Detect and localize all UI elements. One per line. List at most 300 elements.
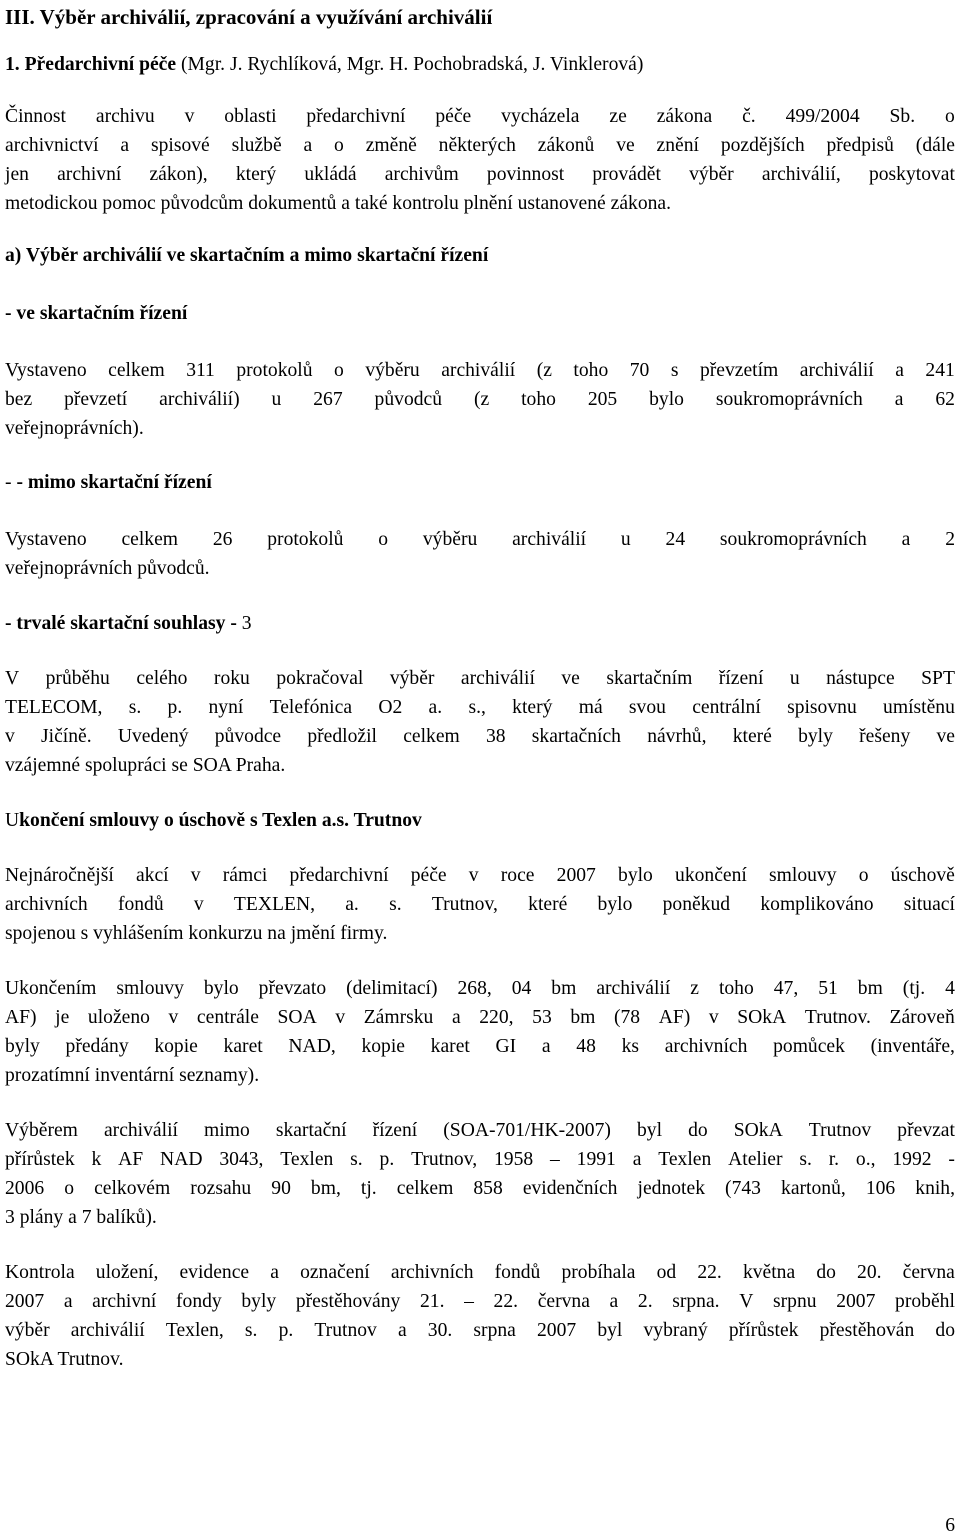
word: poskytovat xyxy=(868,164,955,185)
word: návrhů, xyxy=(647,726,707,747)
word: byly xyxy=(798,726,833,747)
word: Atelier xyxy=(728,1149,783,1170)
word: (tj. xyxy=(902,978,926,999)
word: převzetím xyxy=(699,360,779,381)
word: 499/2004 xyxy=(785,106,860,127)
word: s., xyxy=(468,697,486,718)
word: o xyxy=(378,529,389,550)
word: června xyxy=(537,1291,590,1312)
word: některých xyxy=(438,135,516,156)
word: 858 xyxy=(473,1178,503,1199)
word: toho xyxy=(573,360,609,381)
word: srpna xyxy=(473,1320,516,1341)
word: celkem xyxy=(108,360,165,381)
word: O2 xyxy=(378,697,403,718)
word: SOkA xyxy=(737,1007,787,1028)
word: s. xyxy=(389,894,402,915)
word: Jičíně. xyxy=(41,726,92,747)
word: 241 xyxy=(925,360,955,381)
word: Zámrsku xyxy=(363,1007,434,1028)
word: Trutnov xyxy=(808,1120,872,1141)
word: u xyxy=(789,668,800,689)
word: a. xyxy=(428,697,443,718)
word: komplikováno xyxy=(760,894,874,915)
word: archiválií xyxy=(441,360,516,381)
mimo-skartacni-line xyxy=(5,525,955,554)
word: 38 xyxy=(485,726,506,747)
paragraph-line xyxy=(5,974,955,1003)
word: ze xyxy=(609,106,627,127)
word: centrální xyxy=(692,697,761,718)
word: 3043, xyxy=(219,1149,264,1170)
ukonceni-title-first: U xyxy=(5,810,20,831)
paragraph-line xyxy=(5,1287,955,1316)
word: proběhl xyxy=(895,1291,955,1312)
ve-skartacnim-paragraph xyxy=(5,356,955,443)
word: archivům xyxy=(384,164,459,185)
word: 267 xyxy=(313,389,343,410)
word: soukromoprávních xyxy=(719,529,867,550)
word: z xyxy=(690,978,699,999)
word: o xyxy=(334,360,344,381)
word: a xyxy=(303,135,313,156)
intro-line xyxy=(5,131,955,160)
word: bez xyxy=(5,389,33,410)
word: Trutnov xyxy=(314,1320,377,1341)
word: výběr xyxy=(689,164,734,185)
word: převzetí xyxy=(64,389,128,410)
word: 04 xyxy=(511,978,532,999)
word: předložil xyxy=(307,726,377,747)
ve-skartacnim-line xyxy=(5,356,955,385)
word: je xyxy=(55,1007,70,1028)
word: uložení, xyxy=(95,1262,159,1283)
word: smlouvy xyxy=(769,865,837,886)
word: celkem xyxy=(121,529,179,550)
word: má xyxy=(578,697,603,718)
word: 205 xyxy=(587,389,618,410)
word: Kontrola xyxy=(5,1262,75,1283)
word: karet xyxy=(223,1036,263,1057)
word: 2. xyxy=(637,1291,653,1312)
word: poněkud xyxy=(662,894,731,915)
paragraph-line xyxy=(5,1258,955,1287)
word: a xyxy=(397,1320,407,1341)
word: o xyxy=(334,135,344,156)
word: výběru xyxy=(365,360,420,381)
word: výběr xyxy=(389,668,435,689)
intro-line: metodickou pomoc původcům dokumentů a také kontrolu plnění ustanovené zákona. xyxy=(5,193,672,214)
word: Nejnáročnější xyxy=(5,865,114,886)
word: tj. xyxy=(360,1178,377,1199)
word: 62 xyxy=(935,389,955,410)
section-title-bold: 1. Předarchivní péče xyxy=(5,54,177,75)
word: (dále xyxy=(915,135,955,156)
word: (z xyxy=(473,389,490,410)
word: znění xyxy=(656,135,699,156)
word: u xyxy=(271,389,282,410)
word: povinnost xyxy=(486,164,565,185)
word: umístěnu xyxy=(883,697,955,718)
word: k xyxy=(91,1149,102,1170)
word: byl xyxy=(597,1320,623,1341)
word: péče xyxy=(410,865,447,886)
word: ve xyxy=(561,668,580,689)
word: fondy xyxy=(176,1291,222,1312)
word: protokolů xyxy=(236,360,313,381)
word: – xyxy=(550,1149,560,1170)
word: Texlen xyxy=(280,1149,334,1170)
word: skartační xyxy=(275,1120,347,1141)
paragraph-2 xyxy=(5,974,955,1090)
word: Vystaveno xyxy=(5,529,87,550)
word: 1958 xyxy=(493,1149,534,1170)
prubeh-paragraph xyxy=(5,664,955,780)
word: u xyxy=(620,529,631,550)
trvale-souhlasy-title xyxy=(5,609,955,638)
word: o., xyxy=(855,1149,876,1170)
word: a xyxy=(120,135,130,156)
word: toho xyxy=(718,978,754,999)
word: Trutnov, xyxy=(431,894,498,915)
word: a xyxy=(895,360,904,381)
word: bm xyxy=(551,978,577,999)
word: oblasti xyxy=(224,106,277,127)
word: archivní xyxy=(92,1291,157,1312)
word: probíhala xyxy=(561,1262,636,1283)
chapter-heading: III. Výběr archiválií, zpracování a využívání archiválií xyxy=(5,5,493,29)
paragraph-line xyxy=(5,890,955,919)
word: archiválií xyxy=(103,1120,178,1141)
document-page xyxy=(5,2,955,1374)
word: zákona xyxy=(656,106,713,127)
word: fondů xyxy=(117,894,164,915)
word: akcí xyxy=(135,865,169,886)
word: celkem xyxy=(396,1178,454,1199)
word: NAD, xyxy=(288,1036,336,1057)
word: situací xyxy=(903,894,955,915)
word: AF) xyxy=(658,1007,691,1028)
word: bm xyxy=(857,978,883,999)
word: uloženo xyxy=(87,1007,150,1028)
word: přestěhován xyxy=(819,1320,915,1341)
word: pokračoval xyxy=(276,668,364,689)
word: 90 xyxy=(271,1178,291,1199)
word: ukončení xyxy=(675,865,747,886)
word: 20. xyxy=(857,1262,882,1283)
word: pozdějších xyxy=(720,135,805,156)
word: archivních xyxy=(390,1262,474,1283)
word: a xyxy=(901,529,911,550)
word: v xyxy=(335,1007,346,1028)
word: bm xyxy=(570,1007,596,1028)
word: přírůstek xyxy=(5,1149,75,1170)
word: smlouvy xyxy=(116,978,184,999)
word: řízení xyxy=(718,668,764,689)
word: 268, xyxy=(457,978,492,999)
word: (z xyxy=(536,360,552,381)
word: srpna. xyxy=(672,1291,720,1312)
word: evidence xyxy=(179,1262,250,1283)
word: 2007 xyxy=(537,1320,577,1341)
word: péče xyxy=(435,106,472,127)
word: soukromoprávních xyxy=(715,389,863,410)
word: 21. xyxy=(419,1291,445,1312)
prubeh-line: vzájemné spolupráci se SOA Praha. xyxy=(5,755,286,776)
word: provádět xyxy=(592,164,661,185)
paragraph-1 xyxy=(5,861,955,948)
word: Texlen, xyxy=(165,1320,224,1341)
word: Telefónica xyxy=(269,697,353,718)
word: Činnost xyxy=(5,106,66,127)
word: kopie xyxy=(361,1036,405,1057)
word: vycházela xyxy=(501,106,580,127)
word: bm, xyxy=(310,1178,341,1199)
word: s. xyxy=(244,1320,258,1341)
word: kartonů, xyxy=(781,1178,846,1199)
word: archiválií xyxy=(512,529,587,550)
paragraph-3 xyxy=(5,1116,955,1232)
word: Ukončením xyxy=(5,978,97,999)
paragraph-line xyxy=(5,1316,955,1345)
word: SOA xyxy=(277,1007,317,1028)
word: výběru xyxy=(422,529,478,550)
word: 22. xyxy=(697,1262,722,1283)
word: ukládá xyxy=(304,164,357,185)
word: (78 xyxy=(613,1007,641,1028)
word: 220, xyxy=(479,1007,514,1028)
word: centrále xyxy=(196,1007,259,1028)
word: s. xyxy=(128,697,142,718)
paragraph-line: spojenou s vyhlášením konkurzu na jmění firmy. xyxy=(5,923,388,944)
word: předarchivní xyxy=(306,106,406,127)
word: a xyxy=(63,1291,73,1312)
word: nástupce xyxy=(826,668,895,689)
word: archiválií) xyxy=(159,389,240,410)
word: o xyxy=(858,865,869,886)
word: (SOA-701/HK-2007) xyxy=(443,1120,611,1141)
word: NAD xyxy=(160,1149,203,1170)
trvale-souhlasy-bold: - trvalé skartační souhlasy - xyxy=(5,613,237,634)
word: archivních xyxy=(664,1036,748,1057)
word: 2007 xyxy=(5,1291,45,1312)
word: fondů xyxy=(494,1262,541,1283)
word: 70 xyxy=(629,360,650,381)
trvale-souhlasy-count: 3 xyxy=(236,613,252,634)
word: bylo xyxy=(649,389,684,410)
mimo-skartacni-line: veřejnoprávních původců. xyxy=(5,558,210,579)
section-title-authors: (Mgr. J. Rychlíková, Mgr. H. Pochobradská, J. Vinklerová) xyxy=(176,54,644,75)
word: který xyxy=(512,697,553,718)
word: byly xyxy=(5,1036,40,1057)
intro-paragraph xyxy=(5,102,955,218)
word: pomůcek xyxy=(773,1036,845,1057)
word: 30. xyxy=(427,1320,453,1341)
word: výběr xyxy=(5,1320,50,1341)
word: a xyxy=(451,1007,461,1028)
word: rozsahu xyxy=(190,1178,252,1199)
word: Trutnov. xyxy=(804,1007,871,1028)
word: v xyxy=(190,865,201,886)
word: kopie xyxy=(154,1036,198,1057)
word: přírůstek xyxy=(728,1320,799,1341)
word: byl xyxy=(636,1120,663,1141)
word: průběhu xyxy=(45,668,110,689)
paragraph-line xyxy=(5,1003,955,1032)
word: předarchivní xyxy=(289,865,389,886)
word: změně xyxy=(365,135,417,156)
word: rámci xyxy=(222,865,268,886)
prubeh-line xyxy=(5,722,955,751)
word: 53 xyxy=(532,1007,552,1028)
word: 2 xyxy=(945,529,955,550)
word: 2006 xyxy=(5,1178,45,1199)
word: do xyxy=(816,1262,836,1283)
word: p. xyxy=(278,1320,294,1341)
word: bylo xyxy=(597,894,633,915)
page-number: 6 xyxy=(945,1515,955,1536)
word: archivní xyxy=(57,164,122,185)
paragraph-line xyxy=(5,1145,955,1174)
paragraph-line xyxy=(5,1032,955,1061)
mimo-skartacni-title-text: - mimo skartační řízení xyxy=(16,472,212,493)
word: v xyxy=(468,865,479,886)
word: v xyxy=(168,1007,179,1028)
intro-line xyxy=(5,160,955,189)
word: a. xyxy=(345,894,359,915)
word: Sb. xyxy=(889,106,916,127)
word: s xyxy=(670,360,679,381)
word: V xyxy=(739,1291,754,1312)
word: označení xyxy=(300,1262,370,1283)
word: archivních xyxy=(5,894,88,915)
word: – xyxy=(464,1291,474,1312)
word: jen xyxy=(5,164,29,185)
paragraph-line xyxy=(5,861,955,890)
ve-skartacnim-line xyxy=(5,385,955,414)
word: od xyxy=(656,1262,677,1283)
word: v xyxy=(184,106,195,127)
word: a xyxy=(541,1036,551,1057)
word: skartačním xyxy=(606,668,693,689)
word: do xyxy=(688,1120,708,1141)
paragraph-line xyxy=(5,1174,955,1203)
word: který xyxy=(235,164,277,185)
ve-skartacnim-title: - ve skartačním řízení xyxy=(5,303,188,324)
word: předány xyxy=(65,1036,129,1057)
word: v xyxy=(193,894,204,915)
word: skartačních xyxy=(531,726,621,747)
word: archiválií xyxy=(799,360,874,381)
word: 26 xyxy=(212,529,233,550)
word: původců xyxy=(374,389,443,410)
word: května xyxy=(742,1262,796,1283)
word: archiválií xyxy=(596,978,671,999)
word: srpnu xyxy=(773,1291,817,1312)
ve-skartacnim-line: veřejnoprávních). xyxy=(5,418,144,439)
paragraph-line: 3 plány a 7 balíků). xyxy=(5,1207,157,1228)
word: o xyxy=(64,1178,75,1199)
word: přestěhovány xyxy=(295,1291,401,1312)
word: archiválií xyxy=(70,1320,145,1341)
word: s. xyxy=(799,1149,812,1170)
word: bylo xyxy=(618,865,653,886)
word: které xyxy=(528,894,568,915)
word: června xyxy=(902,1262,955,1283)
word: a xyxy=(632,1149,642,1170)
word: nyní xyxy=(208,697,244,718)
word: a xyxy=(609,1291,619,1312)
word: původce xyxy=(214,726,282,747)
word: které xyxy=(732,726,772,747)
word: o xyxy=(945,106,955,127)
word: (delimitací) xyxy=(346,978,438,999)
subsection-a-title: a) Výběr archiválií ve skartačním a mimo skartační řízení xyxy=(5,245,489,266)
word: 47, xyxy=(773,978,799,999)
word: ks xyxy=(621,1036,640,1057)
word: celkovém xyxy=(94,1178,171,1199)
word: zákonů xyxy=(537,135,595,156)
word: SPT xyxy=(921,668,955,689)
word: byly xyxy=(241,1291,277,1312)
word: archivu xyxy=(95,106,155,127)
word: r. xyxy=(828,1149,840,1170)
word: 106 xyxy=(865,1178,896,1199)
word: ve xyxy=(936,726,955,747)
word: Uvedený xyxy=(117,726,189,747)
word: spisovnu xyxy=(787,697,857,718)
word: archivnictví xyxy=(5,135,99,156)
word: AF xyxy=(118,1149,144,1170)
word: 1992 xyxy=(892,1149,932,1170)
word: s. xyxy=(350,1149,363,1170)
word: roku xyxy=(213,668,250,689)
word: GI xyxy=(495,1036,517,1057)
mimo-skartacni-title xyxy=(5,468,955,497)
word: a xyxy=(270,1262,279,1283)
word: V xyxy=(5,668,20,689)
word: službě xyxy=(231,135,282,156)
word: evidenčních xyxy=(522,1178,618,1199)
word: zákon), xyxy=(149,164,208,185)
word: knih, xyxy=(915,1178,955,1199)
word: archiválií, xyxy=(761,164,841,185)
paragraph-4 xyxy=(5,1258,955,1374)
intro-line xyxy=(5,102,955,131)
section-title xyxy=(5,50,955,79)
word: Trutnov, xyxy=(411,1149,478,1170)
word: a xyxy=(894,389,904,410)
word: 1991 xyxy=(576,1149,616,1170)
word: TEXLEN, xyxy=(233,894,315,915)
word: 22. xyxy=(493,1291,519,1312)
word: p. xyxy=(167,697,183,718)
word: protokolů xyxy=(267,529,344,550)
word: roce xyxy=(500,865,535,886)
word: celého xyxy=(136,668,188,689)
paragraph-line: prozatímní inventární seznamy). xyxy=(5,1065,260,1086)
word: převzato xyxy=(258,978,327,999)
word: 24 xyxy=(665,529,686,550)
word: p. xyxy=(379,1149,395,1170)
word: v xyxy=(5,726,15,747)
word: - xyxy=(948,1149,955,1170)
word: 2007 xyxy=(556,865,596,886)
word: SOkA xyxy=(733,1120,783,1141)
word: jednotek xyxy=(637,1178,705,1199)
word: (inventáře, xyxy=(870,1036,955,1057)
word: Texlen xyxy=(658,1149,712,1170)
